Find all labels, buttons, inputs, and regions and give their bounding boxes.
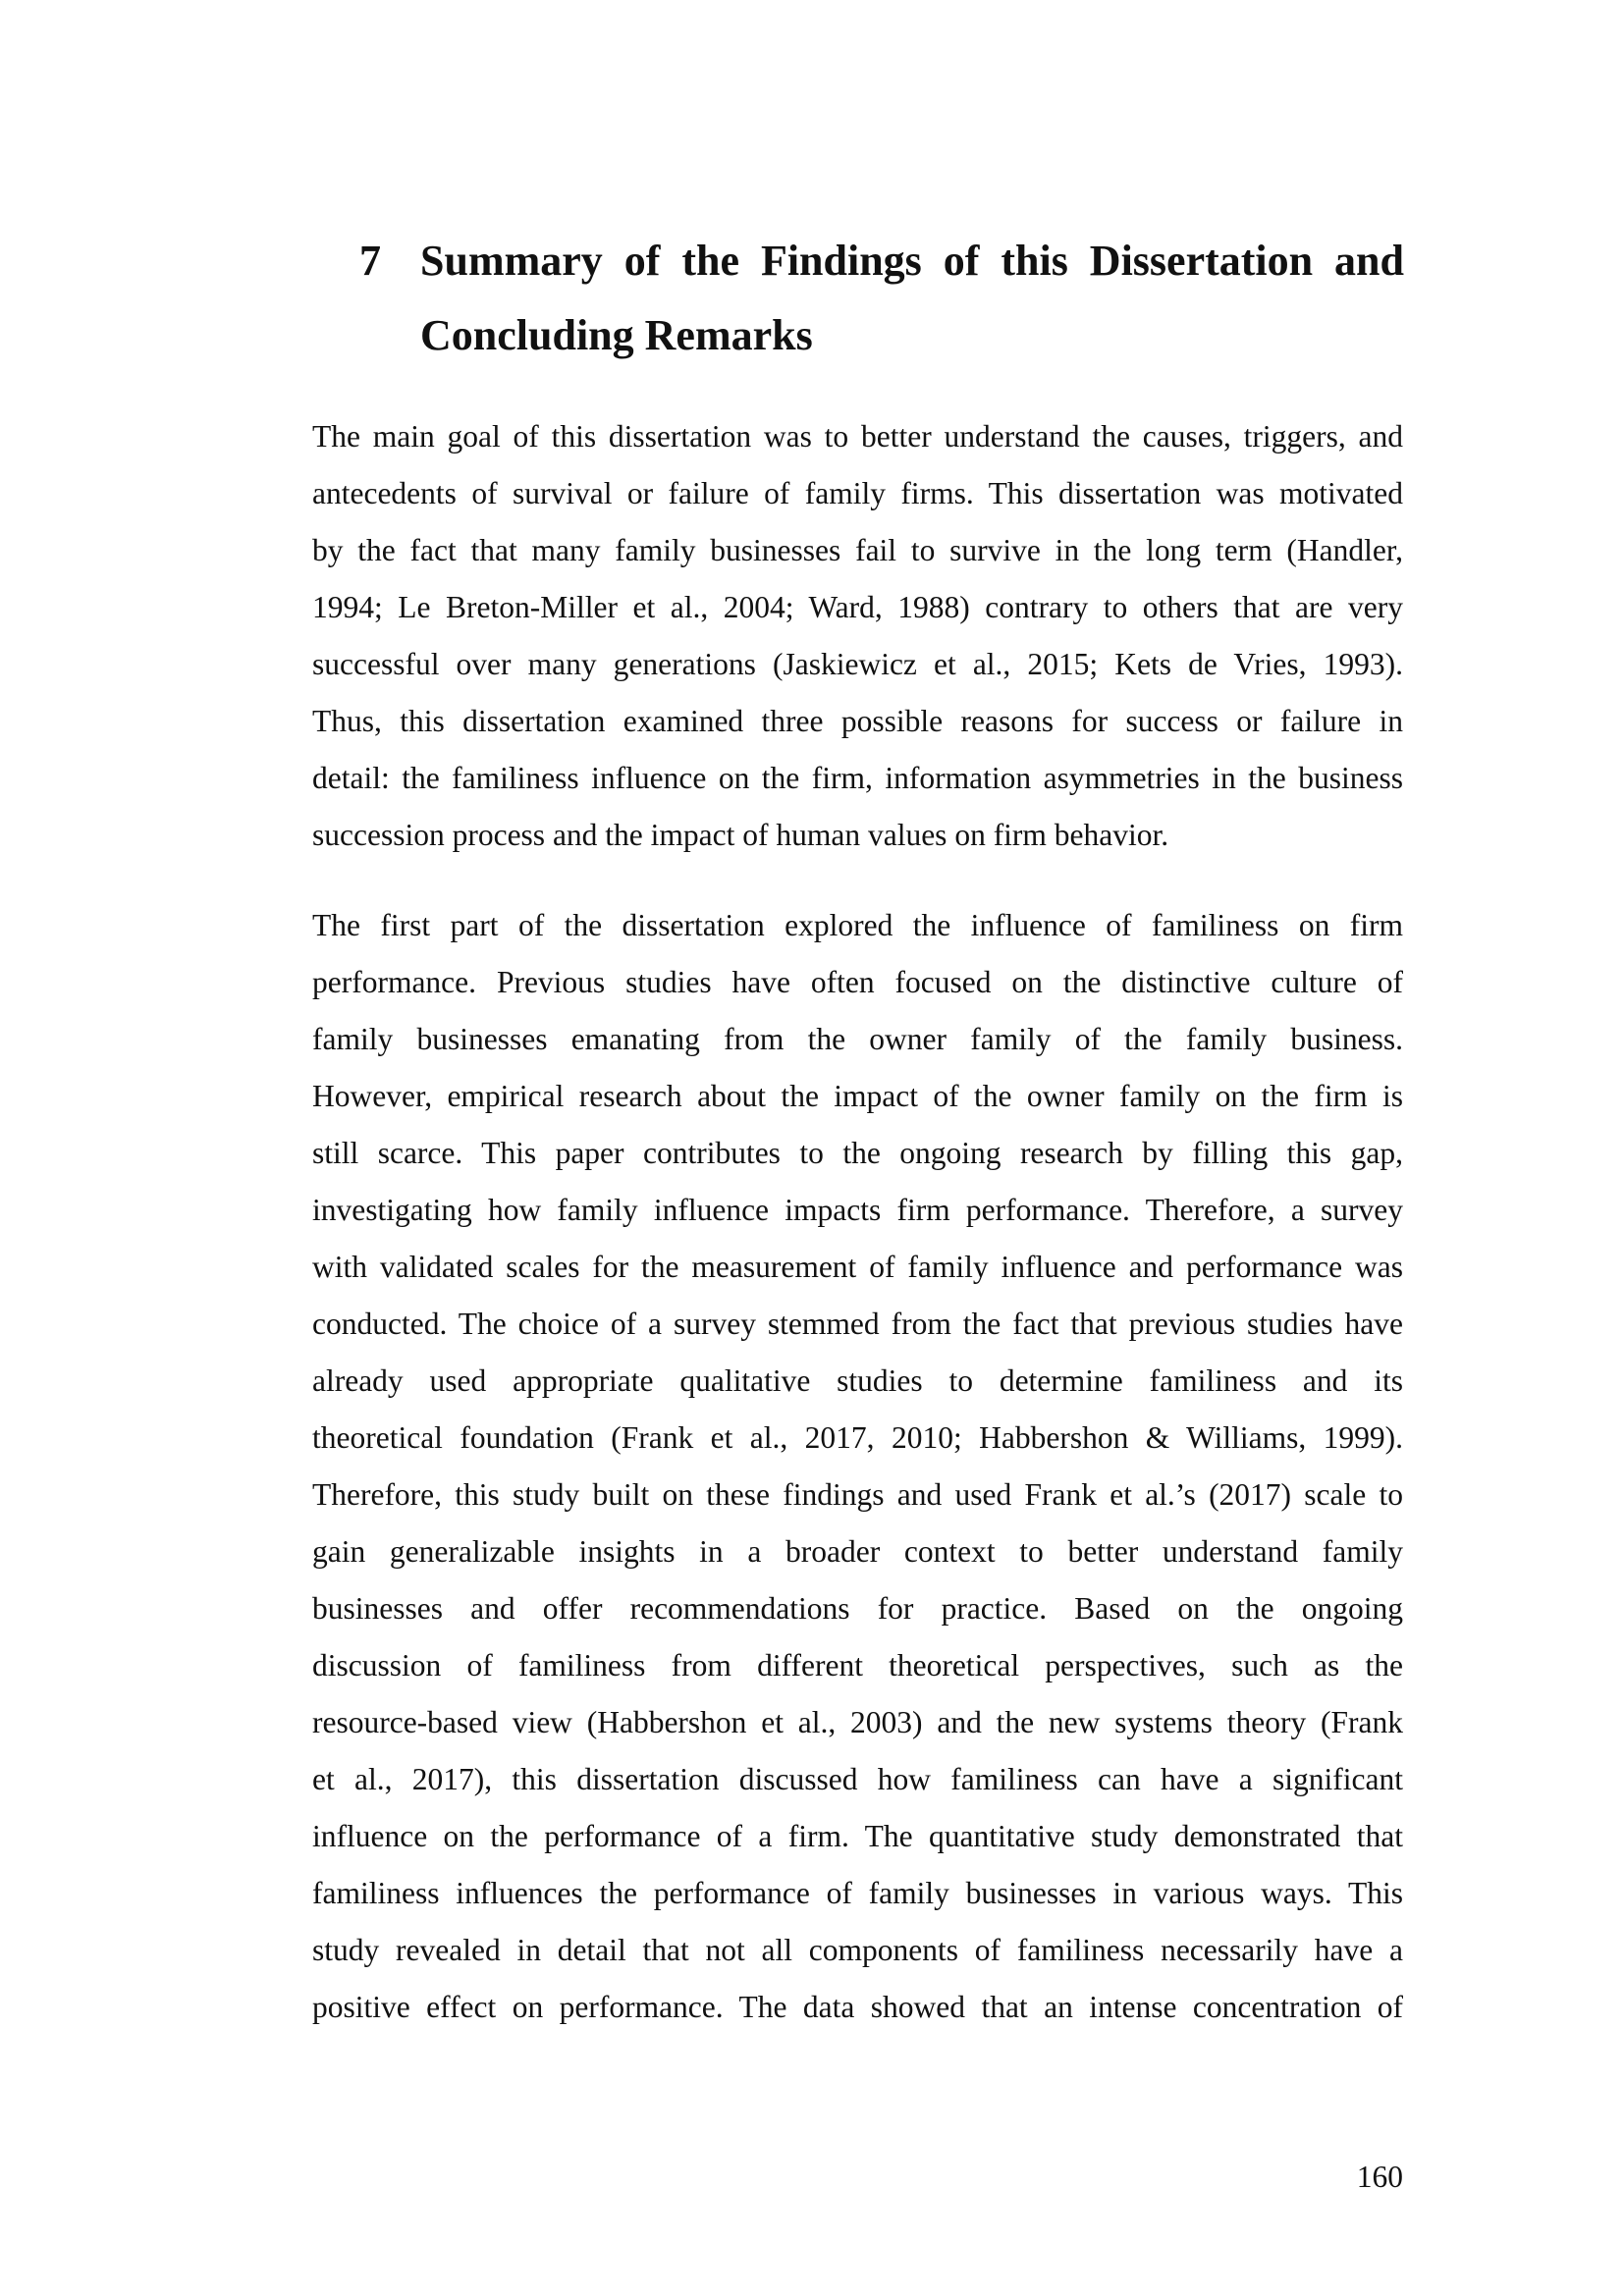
- text-line: Therefore, this study built on these findings and used Frank et al.’s (2017) scale to: [312, 1477, 1403, 1512]
- text-line: antecedents of survival or failure of family firms. This dissertation was motivated: [312, 476, 1403, 510]
- text-line: businesses and offer recommendations for practice. Based on the ongoing: [312, 1591, 1403, 1626]
- text-line: Thus, this dissertation examined three possible reasons for success or failure in: [312, 704, 1403, 738]
- text-line: family businesses emanating from the owner family of the family business.: [312, 1022, 1403, 1056]
- text-line: The first part of the dissertation explored the influence of familiness on firm: [312, 908, 1403, 942]
- chapter-title-line-1: Summary of the Findings of this Dissertation and: [420, 237, 1404, 285]
- chapter-title-line-2: Concluding Remarks: [420, 311, 813, 359]
- text-line: with validated scales for the measurement of family influence and performance was: [312, 1250, 1403, 1284]
- text-line: successful over many generations (Jaskiewicz et al., 2015; Kets de Vries, 1993).: [312, 647, 1403, 681]
- paragraph-1: [312, 408, 1403, 864]
- paragraph-2: [312, 897, 1403, 2036]
- text-line: investigating how family influence impacts firm performance. Therefore, a survey: [312, 1193, 1403, 1227]
- text-line: by the fact that many family businesses fail to survive in the long term (Handler,: [312, 533, 1403, 567]
- text-line: detail: the familiness influence on the firm, information asymmetries in the business: [312, 761, 1403, 795]
- text-line: resource-based view (Habbershon et al., 2003) and the new systems theory (Frank: [312, 1705, 1403, 1739]
- text-line: theoretical foundation (Frank et al., 2017, 2010; Habbershon & Williams, 1999).: [312, 1420, 1403, 1455]
- text-line: et al., 2017), this dissertation discussed how familiness can have a significant: [312, 1762, 1403, 1796]
- text-line: 1994; Le Breton-Miller et al., 2004; Ward, 1988) contrary to others that are very: [312, 590, 1403, 624]
- text-line: succession process and the impact of human values on firm behavior.: [312, 818, 1169, 852]
- text-line: conducted. The choice of a survey stemmed from the fact that previous studies have: [312, 1307, 1403, 1341]
- chapter-number: 7: [359, 237, 381, 285]
- page-number: 160: [1356, 2160, 1403, 2194]
- text-line: The main goal of this dissertation was to better understand the causes, triggers, and: [312, 419, 1403, 454]
- text-line: However, empirical research about the impact of the owner family on the firm is: [312, 1079, 1403, 1113]
- text-line: still scarce. This paper contributes to the ongoing research by filling this gap,: [312, 1136, 1403, 1170]
- text-line: familiness influences the performance of family businesses in various ways. This: [312, 1876, 1403, 1910]
- text-line: positive effect on performance. The data showed that an intense concentration of: [312, 1990, 1403, 2024]
- text-line: study revealed in detail that not all components of familiness necessarily have a: [312, 1933, 1403, 1967]
- text-line: performance. Previous studies have often focused on the distinctive culture of: [312, 965, 1403, 999]
- text-line: influence on the performance of a firm. The quantitative study demonstrated that: [312, 1819, 1403, 1853]
- text-line: already used appropriate qualitative studies to determine familiness and its: [312, 1363, 1403, 1398]
- text-line: discussion of familiness from different theoretical perspectives, such as the: [312, 1648, 1403, 1682]
- text-line: gain generalizable insights in a broader context to better understand family: [312, 1534, 1403, 1569]
